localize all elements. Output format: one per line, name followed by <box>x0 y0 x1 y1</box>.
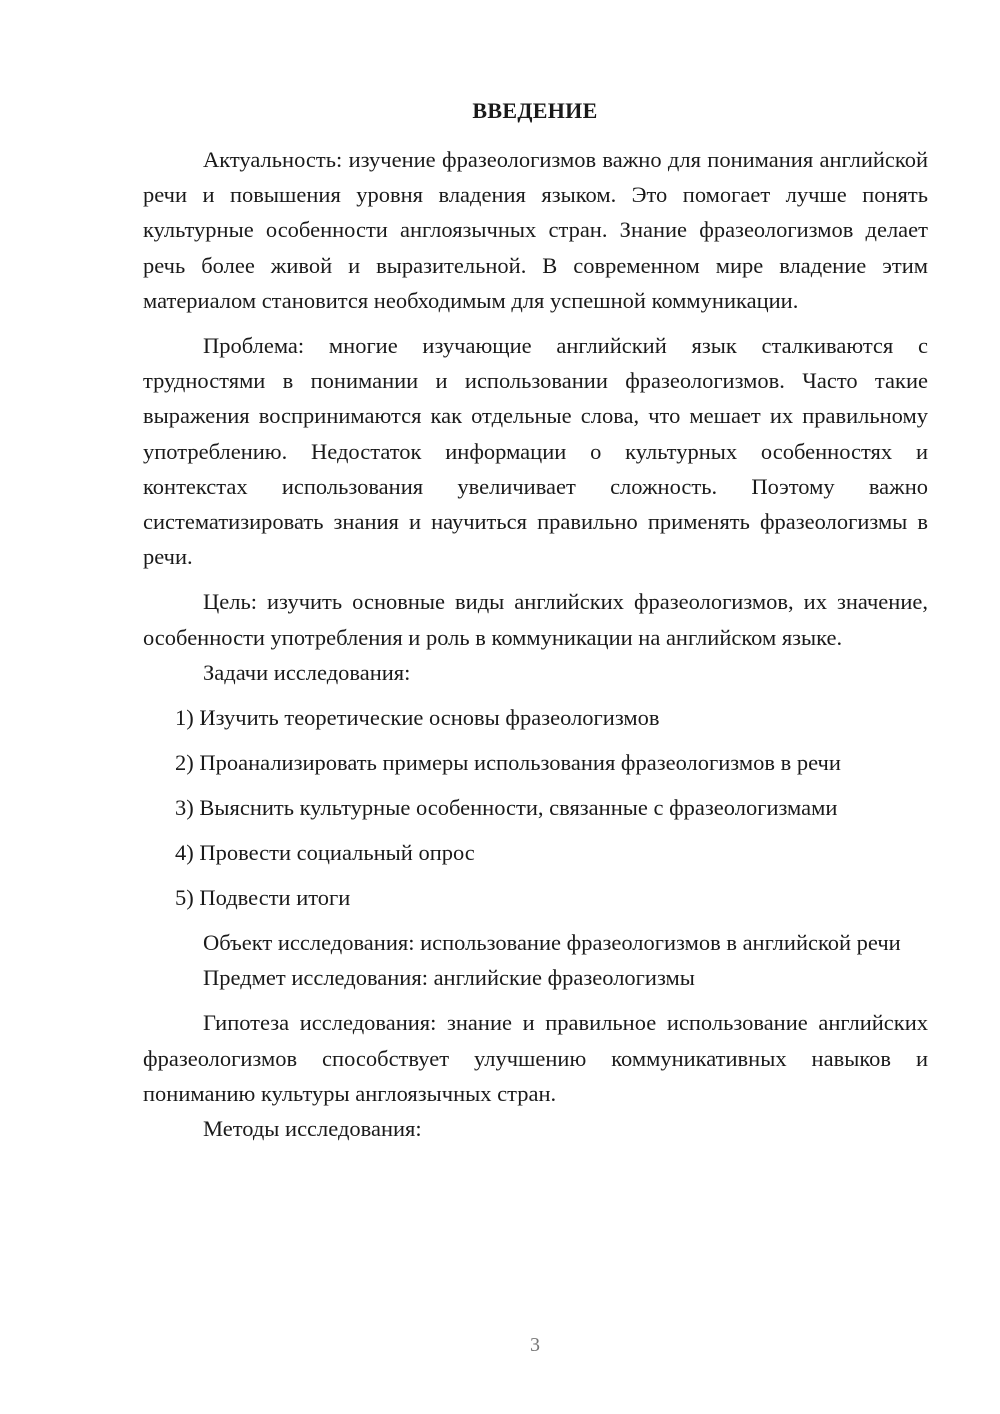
paragraph-hypothesis: Гипотеза исследования: знание и правильное использование английских фразеологизмов способствует улучшению коммуникативных навыков и пониманию культуры англоязычных стран. <box>143 1010 928 1106</box>
list-item: 1) Изучить теоретические основы фразеологизмов <box>175 705 660 731</box>
list-item: 2) Проанализировать примеры использования фразеологизмов в речи <box>175 750 841 776</box>
paragraph-subject: Предмет исследования: английские фразеологизмы <box>203 965 695 991</box>
methods-title: Методы исследования: <box>203 1116 422 1142</box>
list-item: 4) Провести социальный опрос <box>175 840 475 866</box>
tasks-title: Задачи исследования: <box>203 659 411 685</box>
list-item: 5) Подвести итоги <box>175 885 351 911</box>
page-number: 3 <box>530 1334 540 1356</box>
paragraph-goal: Цель: изучить основные виды английских фразеологизмов, их значение, особенности употребления и роль в коммуникации на английском языке. <box>143 589 928 650</box>
paragraph-relevance: Актуальность: изучение фразеологизмов важно для понимания английской речи и повышения уровня владения языком. Это помогает лучше понять культурные особенности англоязычных стран. Знание фразеологизмов делает речь более живой и выразительной. В современном мире владение этим материалом становится необходимым для успешной коммуникации. <box>143 147 928 313</box>
paragraph-problem: Проблема: многие изучающие английский язык сталкиваются с трудностями в понимании и использовании фразеологизмов. Часто такие выражения воспринимаются как отдельные слова, что мешает их правильному употреблению. Недостаток информации о культурных особенностях и контекстах использования увеличивает сложность. Поэтому важно систематизировать знания и научиться правильно применять фразеологизмы в речи. <box>143 333 928 570</box>
body-text <box>143 142 928 1146</box>
paragraph-object: Объект исследования: использование фразеологизмов в английской речи <box>203 930 901 956</box>
list-item: 3) Выяснить культурные особенности, связанные с фразеологизмами <box>175 795 838 821</box>
tasks-list <box>143 700 928 915</box>
page-title: ВВЕДЕНИЕ <box>472 98 598 123</box>
